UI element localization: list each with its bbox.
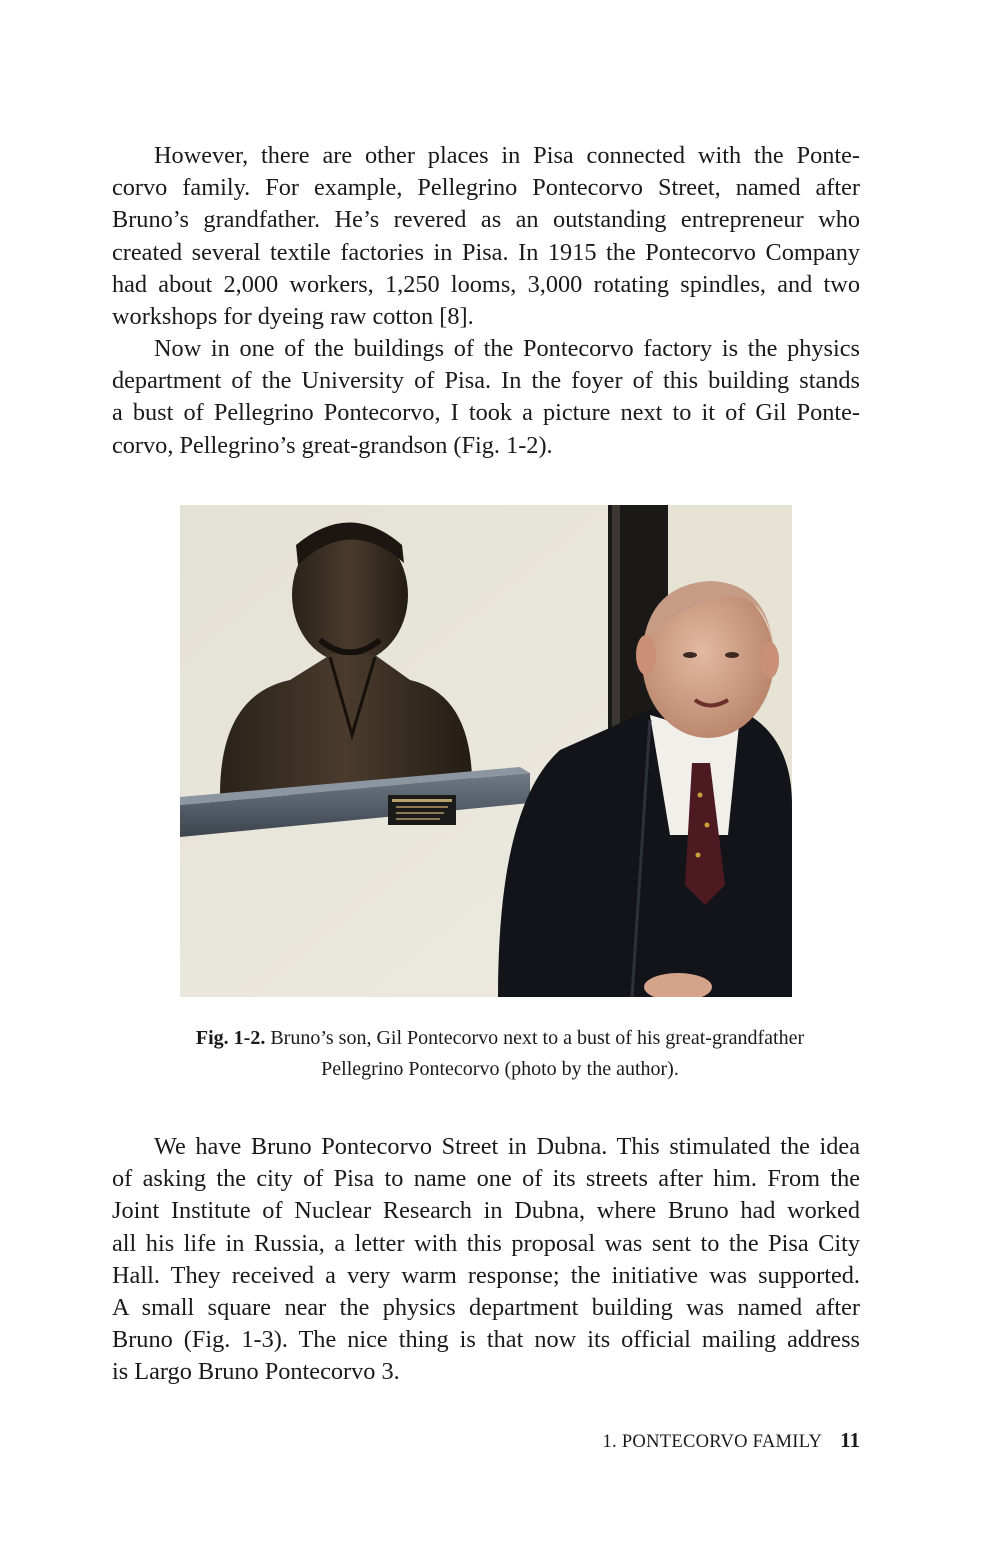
text-line: Bruno’s grandfather. He’s revered as an outstanding entrepreneur who — [112, 206, 860, 234]
text-line: workshops for dyeing raw cotton [8]. — [112, 303, 474, 331]
text-line: We have Bruno Pontecorvo Street in Dubna. This stimulated the idea — [154, 1133, 860, 1160]
text-line: However, there are other places in Pisa connected with the Ponte- — [154, 142, 860, 169]
paragraph-1 — [112, 140, 860, 333]
caption-line-1 — [100, 1023, 900, 1054]
caption-line-2: Pellegrino Pontecorvo (photo by the author). — [321, 1058, 679, 1080]
text-line: A small square near the physics department building was named after — [112, 1294, 860, 1322]
text-line: department of the University of Pisa. In the foyer of this building stands — [112, 367, 860, 395]
text-line: of asking the city of Pisa to name one of its streets after him. From the — [112, 1165, 860, 1193]
text-line: corvo, Pellegrino’s great-grandson (Fig. 1-2). — [112, 431, 553, 459]
text-line: all his life in Russia, a letter with this proposal was sent to the Pisa City — [112, 1229, 860, 1257]
figure-label: Fig. 1-2. — [195, 1027, 266, 1049]
text-line: Now in one of the buildings of the Pontecorvo factory is the physics — [154, 335, 860, 362]
caption-text: Bruno’s son, Gil Pontecorvo next to a bust of his great-grandfather — [265, 1027, 805, 1049]
text-line: Bruno (Fig. 1-3). The nice thing is that now its official mailing address — [112, 1326, 860, 1354]
running-header-chapter: 1. PONTECORVO FAMILY — [602, 1432, 823, 1452]
page-number: 11 — [840, 1428, 860, 1452]
figure-photo — [180, 505, 792, 997]
figure-caption — [100, 1023, 900, 1085]
page-footer — [602, 1426, 860, 1456]
text-line: Joint Institute of Nuclear Research in Dubna, where Bruno had worked — [112, 1197, 860, 1225]
text-line: a bust of Pellegrino Pontecorvo, I took a picture next to it of Gil Ponte- — [112, 399, 860, 427]
photo-illustration — [180, 505, 792, 997]
text-line: corvo family. For example, Pellegrino Pontecorvo Street, named after — [112, 174, 860, 202]
text-line: Hall. They received a very warm response; the initiative was supported. — [112, 1261, 860, 1289]
text-line: created several textile factories in Pisa. In 1915 the Pontecorvo Company — [112, 238, 860, 266]
text-line: is Largo Bruno Pontecorvo 3. — [112, 1358, 400, 1386]
paragraph-2 — [112, 333, 860, 462]
text-line: had about 2,000 workers, 1,250 looms, 3,000 rotating spindles, and two — [112, 270, 860, 298]
paragraph-3 — [112, 1131, 860, 1389]
